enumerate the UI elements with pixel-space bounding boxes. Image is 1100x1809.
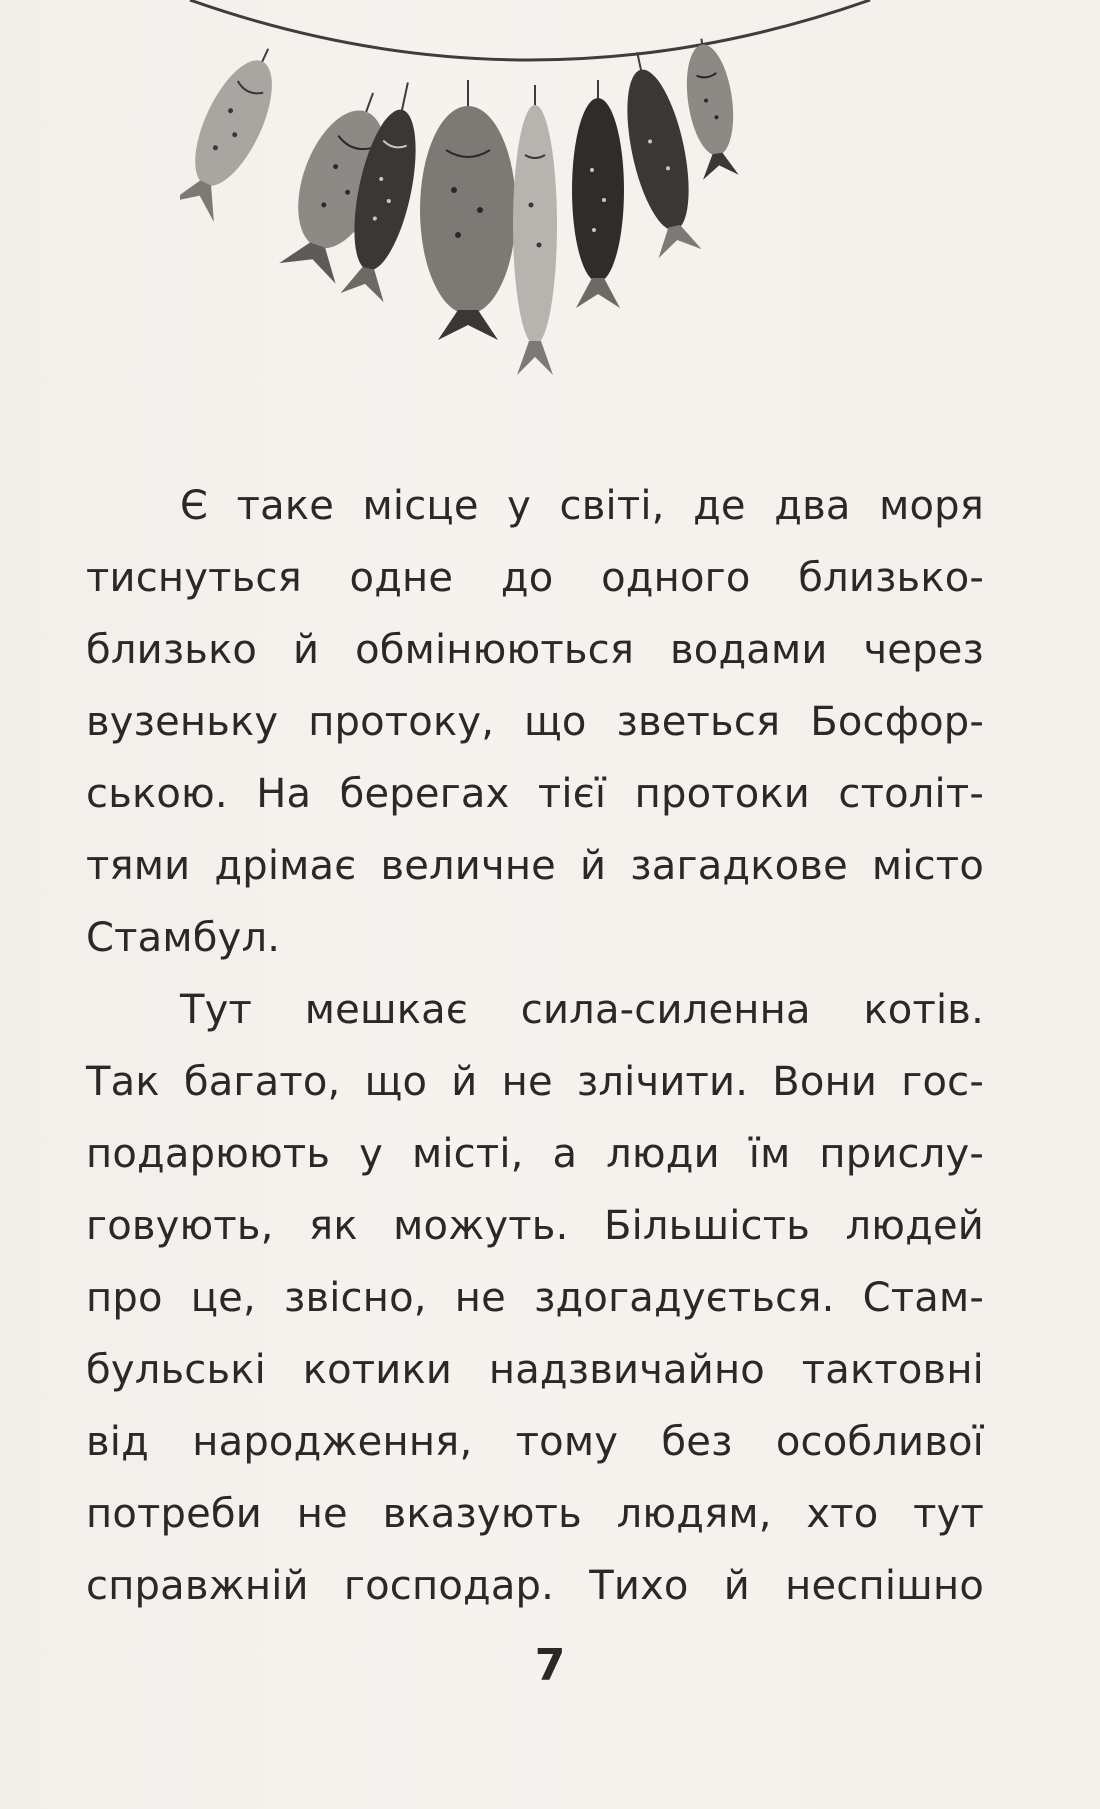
text-line: подарюють у місті, а люди їм прислу- (86, 1131, 984, 1177)
text-line: Так багато, що й не злічити. Вони гос- (86, 1059, 984, 1105)
hanging-fish-garland-icon (180, 0, 880, 420)
text-line: справжній господар. Тихо й неспішно (86, 1563, 984, 1609)
fish-icon (420, 80, 516, 340)
text-line: говують, як можуть. Більшість людей (86, 1203, 984, 1249)
fish-icon (180, 37, 294, 224)
fish-icon (680, 36, 743, 181)
body-text (86, 470, 984, 1622)
fish-icon (572, 80, 624, 308)
text-line: потреби не вказують людям, хто тут (86, 1491, 984, 1537)
text-line: бульські котики надзвичайно тактовні (86, 1347, 984, 1393)
text-line: про це, звісно, не здогадується. Стам- (86, 1275, 984, 1321)
fish-icon (513, 85, 557, 375)
text-line: тями дрімає величне й загадкове місто (86, 843, 984, 889)
text-line: від народження, тому без особливої (86, 1419, 984, 1465)
text-line: Є таке місце у світі, де два моря (180, 483, 984, 529)
text-line: близько й обмінюються водами через (86, 627, 984, 673)
page-number: 7 (534, 1640, 566, 1691)
text-line: вузеньку протоку, що зветься Босфор- (86, 699, 984, 745)
text-line: ською. На берегах тієї протоки століт- (86, 771, 984, 817)
text-line: Стамбул. (86, 915, 281, 961)
garland-string (190, 0, 870, 60)
text-line: тиснуться одне до одного близько- (86, 555, 984, 601)
text-line: Тут мешкає сила-силенна котів. (180, 987, 984, 1033)
